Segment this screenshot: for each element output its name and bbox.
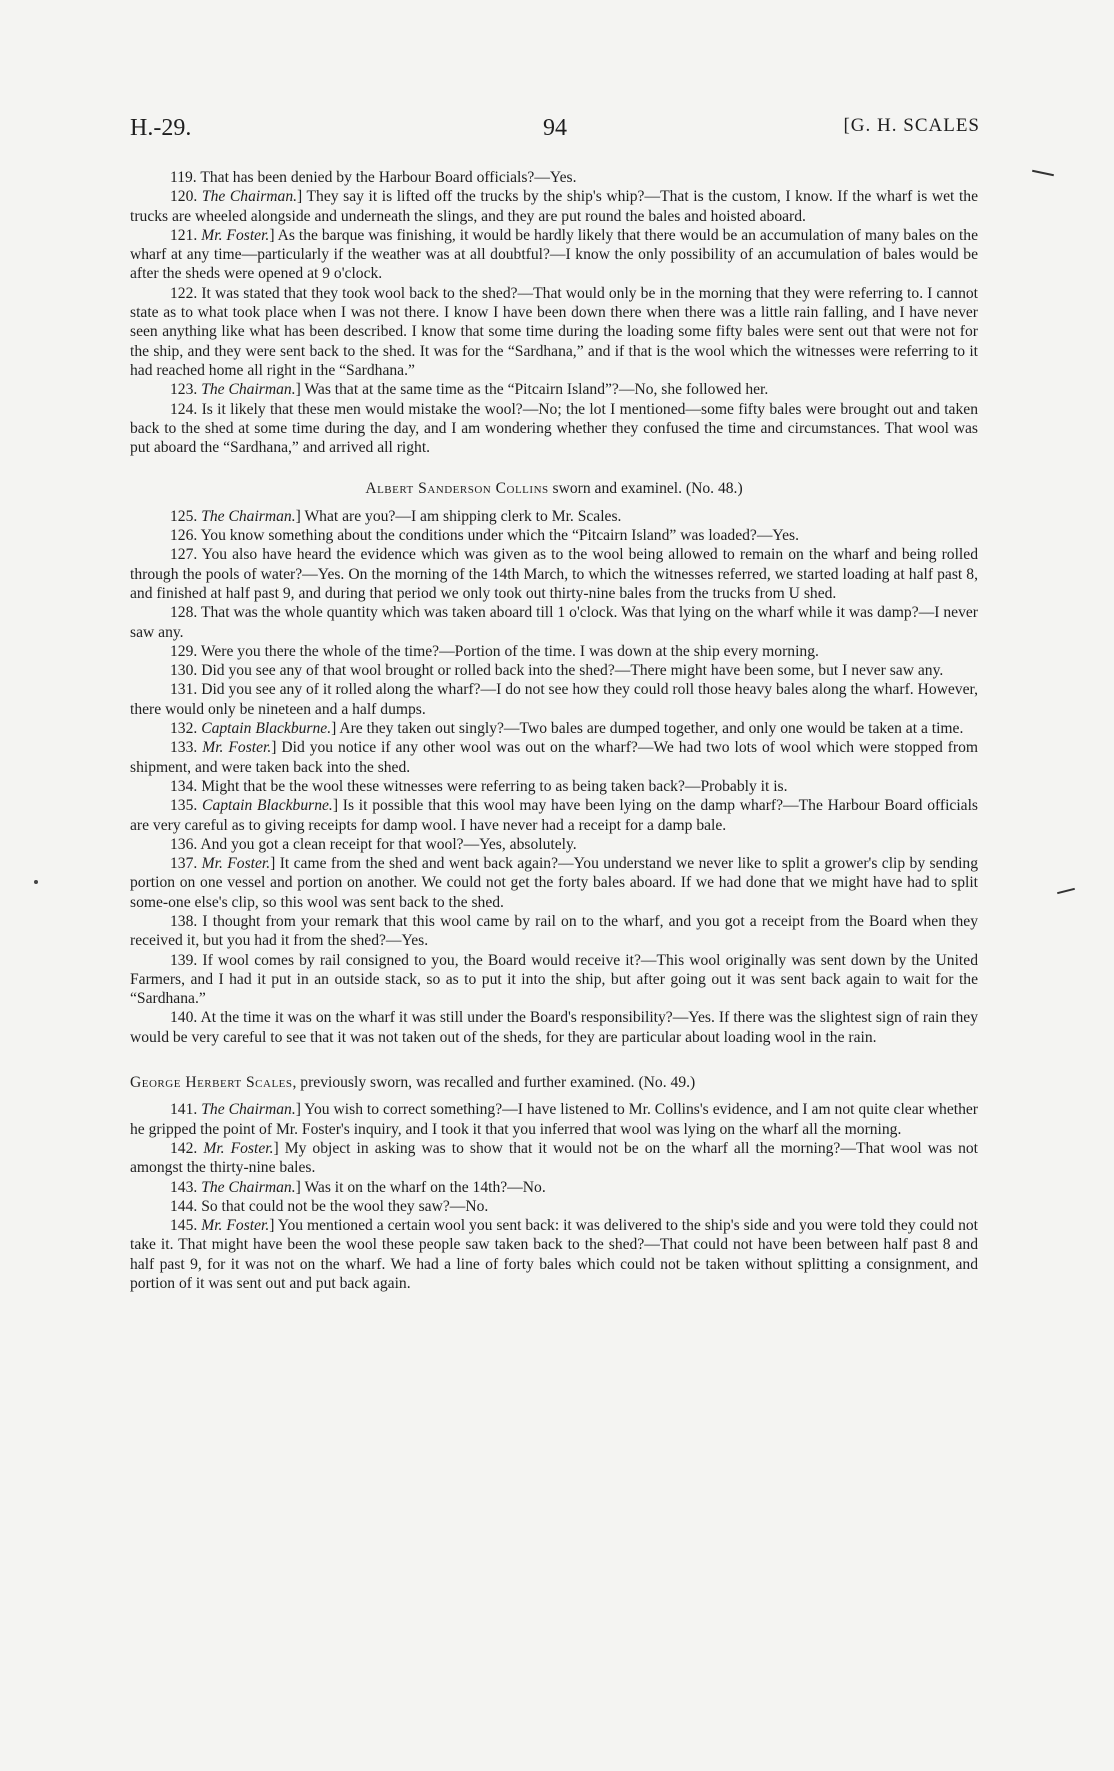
paragraph: 141. The Chairman.] You wish to correct something?—I have listened to Mr. Collins's evidence, and I am not quite clear whether he gripped the point of Mr. Foster's inquiry, and I took it that you inferred that wool was lying on the wharf all the morning. (130, 1101, 978, 1138)
paragraph: 137. Mr. Foster.] It came from the shed and went back again?—You understand we never like to split a grower's clip by sending portion on one vessel and portion on another. We could not get the forty bales aboard. If we had done that we might have had to split some-one else's clip, so this wool was sent back to the shed. (130, 855, 979, 911)
paragraph: 129. Were you there the whole of the time?—Portion of the time. I was down at the ship every morning. (170, 642, 819, 660)
margin-mark-middle (1057, 888, 1075, 894)
witness-heading-scales: George Herbert Scales, previously sworn, was recalled and further examined. (No. 49.) (130, 1074, 696, 1092)
paragraph: 132. Captain Blackburne.] Are they taken out singly?—Two bales are dumped together, and only one would be taken at a time. (170, 720, 964, 738)
witness-heading-collins: Albert Sanderson Collins sworn and examinel. (No. 48.) (365, 480, 743, 498)
paragraph: 121. Mr. Foster.] As the barque was finishing, it would be hardly likely that there would be an accumulation of many bales on the wharf at any time—particularly if the weather was at all doubtful?—I know the only possibility of an accumulation of bales would be after the sheds were opened at 9 o'clock. (130, 226, 979, 283)
section-scales-continued (130, 168, 978, 457)
paragraph: 138. I thought from your remark that this wool came by rail on to the wharf, and you got a receipt from the Board when they received it, but you had it from the shed?—Yes. (130, 912, 978, 950)
paragraph: 144. So that could not be the wool they saw?—No. (170, 1197, 489, 1215)
paragraph: 145. Mr. Foster.] You mentioned a certain wool you sent back: it was delivered to the ship's side and you were told they could not take it. That might have been the wool these people saw taken back to the shed?—That could not have been between half past 8 and half past 9, for it was not on the wharf. We had a line of forty bales which could not be taken without splitting a consignment, and portion of it was sent out and put back again. (130, 1217, 979, 1293)
paragraph: 120. The Chairman.] They say it is lifted off the trucks by the ship's whip?—That is the custom, I know. If the wharf is wet the trucks are wheeled alongside and underneath the slings, and they are put round the bales and hoisted aboard. (130, 188, 979, 225)
paragraph: 125. The Chairman.] What are you?—I am shipping clerk to Mr. Scales. (170, 507, 622, 525)
header-paper-number: H.-29. (130, 115, 192, 141)
paragraph: 135. Captain Blackburne.] Is it possible that this wool may have been lying on the damp wharf?—The Harbour Board officials are very careful as to giving receipts for damp wool. I have never had a receipt for a damp bale. (130, 797, 978, 834)
scan-speck (34, 880, 38, 884)
paragraph: 139. If wool comes by rail consigned to you, the Board would receive it?—This wool originally was sent down by the United Farmers, and I had it put in an outside stack, so as to put it into the ship, but after going out it was sent back again to wait for the “Sardhana.” (130, 951, 978, 1008)
page-header (130, 115, 980, 151)
paragraph: 143. The Chairman.] Was it on the wharf on the 14th?—No. (170, 1178, 546, 1196)
paragraph: 128. That was the whole quantity which was taken aboard till 1 o'clock. Was that lying on the wharf while it was damp?—I never saw any. (130, 604, 978, 641)
paragraph: 124. Is it likely that these men would mistake the wool?—No; the lot I mentioned—some fifty bales were brought out and taken back to the shed at some time during the day, and I am wondering whether they confused the time and circumstances. That wool was put aboard the “Sardhana,” and arrived all right. (130, 400, 978, 457)
section-scales-recalled (130, 1100, 978, 1293)
paragraph: 142. Mr. Foster.] My object in asking was to show that it would not be on the wharf all the morning?—That wool was not amongst the thirty-nine bales. (130, 1139, 978, 1177)
paragraph: 126. You know something about the conditions under which the “Pitcairn Island” was loaded?—Yes. (170, 527, 800, 545)
paragraph: 134. Might that be the wool these witnesses were referring to as being taken back?—Probably it is. (170, 777, 788, 795)
header-page-number: 94 (543, 115, 567, 141)
header-witness: [G. H. SCALES (843, 115, 980, 136)
document-body (130, 168, 978, 1293)
paragraph: 130. Did you see any of that wool brought or rolled back into the shed?—There might have been some, but I never saw any. (170, 662, 944, 680)
paragraph: 127. You also have heard the evidence which was given as to the wool being allowed to remain on the wharf and being rolled through the pools of water?—Yes. On the morning of the 14th March, to which the witnesses referred, we started loading at half past 8, and finished at half past 9, and during that period we only took out thirty-nine bales from the trucks from U shed. (130, 546, 978, 602)
section-collins (130, 507, 978, 1047)
paragraph: 140. At the time it was on the wharf it was still under the Board's responsibility?—Yes. If there was the slightest sign of rain they would be very careful to see that it was not taken out of the sheds, for they are particular about loading wool in the rain. (130, 1009, 978, 1046)
paragraph: 119. That has been denied by the Harbour Board officials?—Yes. (170, 169, 577, 186)
paragraph: 131. Did you see any of it rolled along the wharf?—I do not see how they could roll those heavy bales along the wharf. However, there would only be nineteen and a half dumps. (130, 681, 978, 718)
paragraph: 122. It was stated that they took wool back to the shed?—That would only be in the morning that they were referring to. I cannot state as to what took place when I was not there. I know I have been down there when there was a little rain falling, and I have never seen anything like what has been described. I know that some time during the loading some fifty bales were sent out that were not for the ship, and they were sent back to the shed. It was for the “Sardhana,” and if that is the wool which the witnesses were referring to it had reached home all right in the “Sardhana.” (130, 284, 978, 379)
margin-mark-top (1032, 170, 1054, 177)
paragraph: 136. And you got a clean receipt for that wool?—Yes, absolutely. (170, 835, 577, 853)
paragraph: 123. The Chairman.] Was that at the same time as the “Pitcairn Island”?—No, she followed her. (170, 381, 769, 399)
paragraph: 133. Mr. Foster.] Did you notice if any other wool was out on the wharf?—We had two lots of wool which were stopped from shipment, and were taken back into the shed. (130, 739, 978, 776)
